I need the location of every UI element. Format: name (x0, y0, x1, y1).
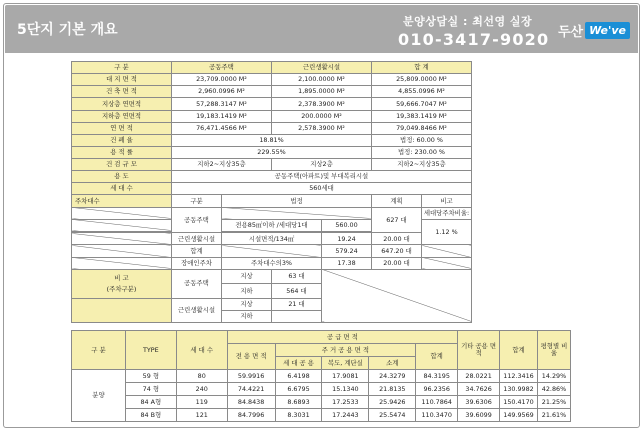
cell: 8.6893 (275, 396, 322, 409)
table-row (72, 122, 472, 134)
cell: 79,049.8466 M² (372, 122, 472, 134)
cell: 17.2533 (322, 396, 369, 409)
cell: 21 대 (272, 298, 322, 310)
cell: 74.4221 (227, 383, 275, 396)
cell: 17.38 (322, 257, 372, 269)
cell: 공동주택 (172, 269, 222, 298)
cell: 119 (176, 396, 227, 409)
brand-logo (558, 21, 630, 40)
cell: 560.00 (322, 219, 372, 231)
cell: 6.4198 (275, 370, 322, 383)
header-cell: TYPE (125, 331, 176, 370)
brand-badge: We've (585, 22, 630, 39)
cell: 76,471.4566 M² (172, 122, 272, 134)
overview-table (71, 61, 472, 323)
cell: 19,183.1419 M² (172, 110, 272, 122)
cell: 시설면적/134㎡ (222, 233, 322, 245)
cell: 627 대 (372, 207, 422, 233)
cell: 24.3279 (369, 370, 416, 383)
header-bar (5, 5, 638, 53)
cell: 15.1340 (322, 383, 369, 396)
row-label: 연 면 적 (72, 122, 172, 134)
table-row (72, 370, 571, 383)
cell: 579.24 (322, 245, 372, 257)
header-cell: 소계 (369, 357, 416, 370)
header-cell: 합 계 (372, 62, 472, 74)
brand-name: 두산 (558, 25, 584, 40)
cell: 4,855.0996 M² (372, 86, 472, 98)
empty-cell (72, 245, 172, 257)
header-cell: 공동주택 (172, 62, 272, 74)
cell: 647.20 대 (372, 245, 422, 257)
empty-cell (72, 298, 172, 322)
cell: 59,666.7047 M² (372, 98, 472, 110)
cell: 80 (176, 370, 227, 383)
cell: 8.3031 (275, 409, 322, 422)
cell: 지상2층 (272, 159, 372, 171)
table-row (72, 383, 571, 396)
header-cell: 주 거 공 용 면 적 (275, 344, 416, 357)
header-cell: 합계 (500, 331, 538, 370)
header-cell: 구 분 (72, 331, 126, 370)
cell: 2,378.3900 M² (272, 98, 372, 110)
cell: 200.0000 M² (272, 110, 372, 122)
cell: 59.9916 (227, 370, 275, 383)
cell: 21.8135 (369, 383, 416, 396)
header-cell: 공 급 면 적 (227, 331, 457, 344)
row-label (72, 269, 172, 298)
cell: 2,100.0000 M² (272, 74, 372, 86)
cell: 14.29% (537, 370, 570, 383)
row-label: 용 적 률 (72, 146, 172, 158)
empty-cell (322, 269, 472, 322)
cell: 근린생활시설 (172, 233, 222, 245)
cell (272, 310, 322, 322)
table-row (72, 62, 472, 74)
cell: 74 형 (125, 383, 176, 396)
cell: 57,288.3147 M² (172, 98, 272, 110)
table-row (72, 171, 472, 183)
table-row (72, 409, 571, 422)
cell: 84.8438 (227, 396, 275, 409)
header-cell: 평형별 비율 (537, 331, 570, 370)
cell: 21.61% (537, 409, 570, 422)
cell: 110.3470 (416, 409, 458, 422)
cell: 63 대 (272, 269, 322, 283)
cell: 지하2~지상35층 (372, 159, 472, 171)
cell: 공동주택 (172, 207, 222, 233)
phone-number: 010-3417-9020 (398, 30, 550, 49)
cell: 84 A형 (125, 396, 176, 409)
cell: 19.24 (322, 233, 372, 245)
cell: 110.7864 (416, 396, 458, 409)
table-row (72, 86, 472, 98)
header-cell: 합계 (416, 344, 458, 370)
header-cell: 기타 공용 면적 (458, 331, 500, 370)
cell: 39.6099 (458, 409, 500, 422)
cell: 564 대 (272, 284, 322, 298)
row-label: 용 도 (72, 171, 172, 183)
cell: 공동주택(아파트)및 부대복리시설 (172, 171, 472, 183)
cell: 59 형 (125, 370, 176, 383)
row-label: 건 폐 율 (72, 134, 172, 146)
cell: 84.3195 (416, 370, 458, 383)
empty-cell (72, 257, 172, 269)
cell: 지상 (222, 269, 272, 283)
cell: 18.81% (172, 134, 372, 146)
cell: 150.4170 (500, 396, 538, 409)
cell: 34.7626 (458, 383, 500, 396)
cell: 96.2356 (416, 383, 458, 396)
row-label: 세 대 수 (72, 183, 172, 195)
supply-area-table (71, 330, 571, 422)
header-cell: 세 대 공 용 (275, 357, 322, 370)
cell: 지하2~지상35층 (172, 159, 272, 171)
empty-cell (72, 207, 172, 219)
empty-cell (222, 207, 372, 219)
header-cell: 법정 (222, 195, 372, 207)
header-cell: 세 대 수 (176, 331, 227, 370)
header-cell: 복도, 계단실 (322, 357, 369, 370)
cell: 장애인주차 (172, 257, 222, 269)
cell: 112.3416 (500, 370, 538, 383)
cell: 지상 (222, 298, 272, 310)
table-row (72, 74, 472, 86)
cell: 근린생활시설 (172, 298, 222, 322)
table-row (72, 396, 571, 409)
cell: 17.9081 (322, 370, 369, 383)
table-row (72, 257, 472, 269)
remarks-sublabel: (주차구분) (106, 284, 137, 293)
table-row (72, 245, 472, 257)
table-row (72, 331, 571, 344)
cell: 39.6306 (458, 396, 500, 409)
cell: 주차대수의3% (222, 257, 322, 269)
cell: 25.5474 (369, 409, 416, 422)
table-row (72, 134, 472, 146)
cell: 세대당주차비율: (422, 207, 472, 219)
cell: 42.86% (537, 383, 570, 396)
cell: 2,578.3900 M² (272, 122, 372, 134)
header-cell: 구 분 (72, 62, 172, 74)
cell: 560세대 (172, 183, 472, 195)
header-cell: 비고 (422, 195, 472, 207)
cell: 20.00 대 (372, 233, 422, 245)
header-cell: 근린생활시설 (272, 62, 372, 74)
contact-label: 분양상담실 : 최선영 실장 (403, 15, 533, 28)
cell: 합계 (172, 245, 222, 257)
table-row (72, 183, 472, 195)
table-row (72, 195, 472, 207)
row-label: 건 검 규 모 (72, 159, 172, 171)
remarks-label: 비 고 (114, 273, 129, 282)
table-row (72, 98, 472, 110)
cell: 1,895.0000 M² (272, 86, 372, 98)
empty-cell (72, 219, 172, 231)
cell: 1.12 % (422, 219, 472, 245)
cell: 21.25% (537, 396, 570, 409)
cell: 전용85㎡이하 /세대당1대 (222, 219, 322, 231)
cell: 23,709.0000 M² (172, 74, 272, 86)
cell: 법정: 60.00 % (372, 134, 472, 146)
cell: 2,960.0996 M² (172, 86, 272, 98)
table-row (72, 159, 472, 171)
cell: 84 B형 (125, 409, 176, 422)
header-cell: 전 용 면 적 (227, 344, 275, 370)
header-cell: 계획 (372, 195, 422, 207)
cell: 17.2443 (322, 409, 369, 422)
table-row (72, 110, 472, 122)
cell: 25,809.0000 M² (372, 74, 472, 86)
row-label: 지상층 연면적 (72, 98, 172, 110)
cell: 25.9426 (369, 396, 416, 409)
table-row (72, 207, 472, 219)
table-row (72, 146, 472, 158)
cell: 6.6795 (275, 383, 322, 396)
cell: 19,383.1419 M² (372, 110, 472, 122)
cell: 130.9982 (500, 383, 538, 396)
empty-cell (72, 233, 172, 245)
cell: 지하 (222, 284, 272, 298)
empty-cell (422, 257, 472, 269)
row-label: 건 축 면 적 (72, 86, 172, 98)
row-label: 대 지 면 적 (72, 74, 172, 86)
cell: 121 (176, 409, 227, 422)
header-cell: 구분 (172, 195, 222, 207)
cell: 229.55% (172, 146, 372, 158)
cell: 28.0221 (458, 370, 500, 383)
cell: 149.9569 (500, 409, 538, 422)
table-row (72, 233, 472, 245)
cell: 지하 (222, 310, 272, 322)
group-cell: 분양 (72, 370, 126, 422)
cell: 20.00 대 (372, 257, 422, 269)
cell: 240 (176, 383, 227, 396)
table-row (72, 269, 472, 283)
empty-cell (422, 245, 472, 257)
row-label: 주차대수 (72, 195, 172, 207)
cell: 법정: 230.00 % (372, 146, 472, 158)
row-label: 지하층 연면적 (72, 110, 172, 122)
page-title: 5단지 기본 개요 (17, 22, 118, 38)
empty-cell (222, 245, 322, 257)
cell: 84.7996 (227, 409, 275, 422)
